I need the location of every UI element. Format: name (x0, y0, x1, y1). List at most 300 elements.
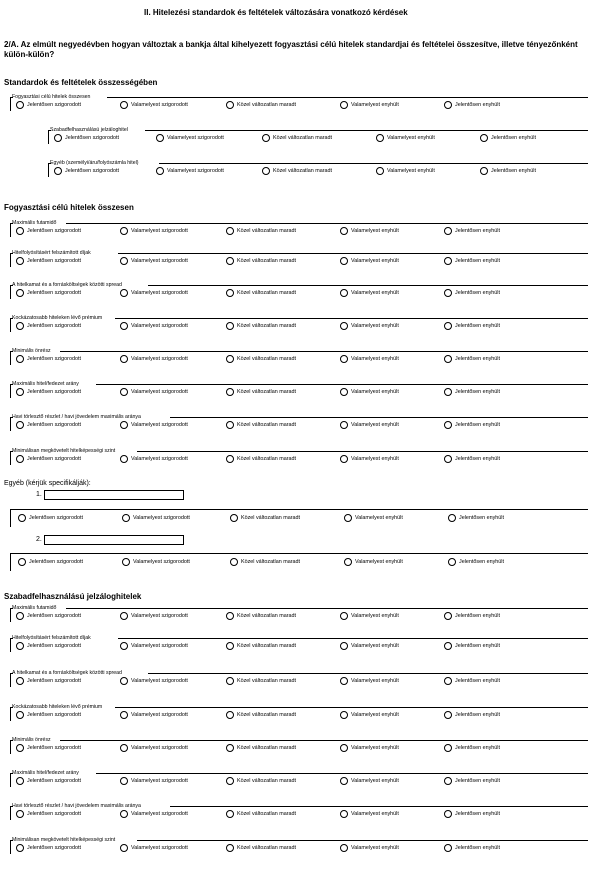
answer-option[interactable] (226, 777, 296, 785)
answer-option-label: Valamelyest szigorodott (131, 389, 188, 395)
radio-button[interactable] (344, 514, 352, 522)
answer-option[interactable] (226, 711, 296, 719)
radio-button[interactable] (262, 167, 270, 175)
group-frame (10, 285, 11, 299)
radio-button[interactable] (120, 612, 128, 620)
answer-option[interactable] (444, 810, 500, 818)
answer-option-label: Valamelyest szigorodott (131, 811, 188, 817)
radio-button[interactable] (16, 257, 24, 265)
radio-button[interactable] (444, 744, 452, 752)
answer-option-label: Közel változatlan maradt (237, 323, 297, 329)
answer-option[interactable] (16, 257, 81, 265)
answer-option[interactable] (444, 777, 500, 785)
group-frame (10, 673, 13, 674)
group-divider (107, 97, 588, 98)
answer-option[interactable] (444, 677, 500, 685)
radio-button[interactable] (16, 612, 24, 620)
group-frame (10, 384, 13, 385)
group-frame (10, 97, 13, 98)
answer-option[interactable] (122, 514, 190, 522)
answer-option[interactable] (120, 612, 188, 620)
answer-option-label: Jelentősen szigorodott (27, 258, 81, 264)
answer-option-label: Jelentősen enyhült (455, 389, 500, 395)
radio-button[interactable] (226, 421, 234, 429)
section-heading: Standardok és feltételek összességében (4, 78, 158, 87)
answer-option-label: Valamelyest szigorodott (167, 168, 224, 174)
answer-option[interactable] (120, 101, 188, 109)
radio-button[interactable] (226, 355, 234, 363)
radio-button[interactable] (120, 388, 128, 396)
radio-button[interactable] (340, 612, 348, 620)
group-divider (137, 840, 588, 841)
radio-button[interactable] (340, 257, 348, 265)
radio-button[interactable] (262, 134, 270, 142)
answer-option[interactable] (120, 810, 188, 818)
answer-option[interactable] (340, 677, 399, 685)
radio-button[interactable] (448, 514, 456, 522)
radio-button[interactable] (54, 167, 62, 175)
radio-button[interactable] (226, 677, 234, 685)
answer-option[interactable] (340, 388, 399, 396)
radio-button[interactable] (444, 257, 452, 265)
radio-button[interactable] (16, 744, 24, 752)
radio-button[interactable] (226, 322, 234, 330)
answer-option-label: Valamelyest enyhült (351, 845, 399, 851)
answer-option-label: Közel változatlan maradt (237, 643, 297, 649)
group-frame (10, 451, 13, 452)
answer-option-label: Jelentősen enyhült (455, 228, 500, 234)
radio-button[interactable] (16, 289, 24, 297)
answer-option[interactable] (54, 134, 119, 142)
answer-option[interactable] (444, 612, 500, 620)
answer-option-label: Jelentősen szigorodott (27, 422, 81, 428)
radio-button[interactable] (230, 558, 238, 566)
answer-option[interactable] (340, 355, 399, 363)
answer-option[interactable] (448, 514, 504, 522)
radio-button[interactable] (444, 844, 452, 852)
radio-button[interactable] (120, 355, 128, 363)
answer-option-label: Jelentősen szigorodott (27, 811, 81, 817)
answer-option[interactable] (226, 612, 296, 620)
question-item-label: Minimálisan megkövetelt hitelképességi szint (12, 837, 116, 843)
radio-button[interactable] (16, 844, 24, 852)
answer-option[interactable] (120, 844, 188, 852)
answer-option[interactable] (120, 227, 188, 235)
answer-option[interactable] (226, 642, 296, 650)
radio-button[interactable] (376, 167, 384, 175)
radio-button[interactable] (16, 227, 24, 235)
answer-option[interactable] (444, 257, 500, 265)
radio-button[interactable] (444, 642, 452, 650)
answer-option[interactable] (120, 289, 188, 297)
answer-option-label: Valamelyest szigorodott (131, 745, 188, 751)
answer-option[interactable] (340, 322, 399, 330)
answer-option[interactable] (16, 227, 81, 235)
radio-button[interactable] (16, 677, 24, 685)
answer-option[interactable] (16, 322, 81, 330)
answer-option[interactable] (480, 167, 536, 175)
answer-option-label: Valamelyest szigorodott (131, 422, 188, 428)
radio-button[interactable] (444, 289, 452, 297)
radio-button[interactable] (340, 642, 348, 650)
answer-option[interactable] (444, 322, 500, 330)
radio-button[interactable] (226, 642, 234, 650)
answer-option[interactable] (340, 777, 399, 785)
answer-option[interactable] (448, 558, 504, 566)
answer-option[interactable] (16, 455, 81, 463)
answer-option[interactable] (376, 134, 435, 142)
answer-option[interactable] (16, 777, 81, 785)
answer-option-label: Jelentősen enyhült (455, 258, 500, 264)
radio-button[interactable] (340, 227, 348, 235)
answer-option[interactable] (344, 514, 403, 522)
group-divider (145, 130, 588, 131)
radio-button[interactable] (444, 455, 452, 463)
answer-option[interactable] (444, 355, 500, 363)
other-specify-input-2[interactable] (44, 535, 184, 545)
radio-button[interactable] (340, 455, 348, 463)
answer-option[interactable] (444, 711, 500, 719)
answer-option[interactable] (156, 167, 224, 175)
answer-option[interactable] (16, 388, 81, 396)
radio-button[interactable] (376, 134, 384, 142)
radio-button[interactable] (444, 421, 452, 429)
answer-option[interactable] (120, 355, 188, 363)
answer-option[interactable] (120, 777, 188, 785)
radio-button[interactable] (226, 455, 234, 463)
radio-button[interactable] (340, 101, 348, 109)
answer-option-label: Közel változatlan maradt (237, 102, 297, 108)
answer-option-label: Valamelyest enyhült (351, 323, 399, 329)
question-item-label: Hitelfolyósításért felszámított díjak (12, 250, 91, 256)
group-divider (137, 451, 588, 452)
answer-option-label: Jelentősen szigorodott (27, 845, 81, 851)
radio-button[interactable] (16, 421, 24, 429)
answer-option-label: Valamelyest enyhült (355, 559, 403, 565)
answer-option[interactable] (226, 322, 296, 330)
answer-option[interactable] (262, 167, 332, 175)
answer-option[interactable] (16, 677, 81, 685)
answer-option[interactable] (340, 844, 399, 852)
radio-button[interactable] (120, 322, 128, 330)
answer-option[interactable] (120, 711, 188, 719)
radio-button[interactable] (444, 227, 452, 235)
radio-button[interactable] (120, 744, 128, 752)
answer-option[interactable] (226, 101, 296, 109)
answer-option[interactable] (444, 101, 500, 109)
radio-button[interactable] (120, 810, 128, 818)
answer-option[interactable] (16, 421, 81, 429)
answer-option[interactable] (340, 101, 399, 109)
radio-button[interactable] (120, 677, 128, 685)
answer-option[interactable] (16, 711, 81, 719)
radio-button[interactable] (480, 167, 488, 175)
answer-option-label: Valamelyest enyhült (351, 389, 399, 395)
answer-option-label: Valamelyest szigorodott (131, 323, 188, 329)
answer-option[interactable] (444, 227, 500, 235)
answer-option[interactable] (120, 322, 188, 330)
group-divider (118, 253, 588, 254)
answer-option-label: Jelentősen szigorodott (27, 678, 81, 684)
radio-button[interactable] (340, 355, 348, 363)
answer-option[interactable] (340, 744, 399, 752)
radio-button[interactable] (120, 777, 128, 785)
answer-option-label: Valamelyest enyhült (351, 678, 399, 684)
radio-button[interactable] (122, 558, 130, 566)
answer-option-label: Valamelyest szigorodott (131, 258, 188, 264)
group-frame (10, 509, 11, 527)
answer-option[interactable] (16, 744, 81, 752)
answer-option[interactable] (340, 612, 399, 620)
radio-button[interactable] (444, 322, 452, 330)
answer-option-label: Valamelyest enyhült (351, 778, 399, 784)
answer-option-label: Valamelyest enyhült (351, 258, 399, 264)
radio-button[interactable] (120, 421, 128, 429)
answer-option-label: Közel változatlan maradt (241, 515, 301, 521)
group-divider (170, 806, 588, 807)
answer-option-label: Jelentősen szigorodott (27, 456, 81, 462)
answer-option[interactable] (226, 355, 296, 363)
answer-option[interactable] (226, 844, 296, 852)
group-divider (66, 223, 589, 224)
radio-button[interactable] (16, 711, 24, 719)
answer-option-label: Valamelyest szigorodott (167, 135, 224, 141)
answer-option-label: Valamelyest szigorodott (131, 228, 188, 234)
group-frame (48, 130, 51, 131)
answer-option-label: Jelentősen enyhült (491, 168, 536, 174)
answer-option[interactable] (18, 558, 83, 566)
radio-button[interactable] (226, 257, 234, 265)
group-frame (10, 608, 13, 609)
radio-button[interactable] (120, 455, 128, 463)
answer-option[interactable] (122, 558, 190, 566)
radio-button[interactable] (226, 227, 234, 235)
answer-option-label: Jelentősen szigorodott (65, 135, 119, 141)
radio-button[interactable] (340, 844, 348, 852)
answer-option[interactable] (444, 421, 500, 429)
group-divider (60, 740, 588, 741)
answer-option[interactable] (16, 101, 81, 109)
answer-option[interactable] (54, 167, 119, 175)
group-frame (10, 773, 11, 787)
answer-option[interactable] (16, 642, 81, 650)
group-divider (10, 553, 588, 554)
radio-button[interactable] (16, 101, 24, 109)
question-item-label: Maximális futamidő (12, 220, 57, 226)
answer-option[interactable] (16, 612, 81, 620)
answer-option[interactable] (16, 289, 81, 297)
answer-option-label: Valamelyest szigorodott (131, 778, 188, 784)
answer-option[interactable] (120, 388, 188, 396)
answer-option[interactable] (340, 711, 399, 719)
radio-button[interactable] (226, 388, 234, 396)
answer-option[interactable] (226, 421, 296, 429)
radio-button[interactable] (18, 514, 26, 522)
radio-button[interactable] (340, 322, 348, 330)
answer-option[interactable] (340, 642, 399, 650)
question-item-label: Maximális hitel/fedezet arány (12, 381, 79, 387)
group-frame (10, 840, 13, 841)
group-divider (115, 318, 588, 319)
radio-button[interactable] (226, 289, 234, 297)
answer-option[interactable] (226, 810, 296, 818)
answer-option[interactable] (226, 227, 296, 235)
answer-option[interactable] (340, 289, 399, 297)
answer-option[interactable] (18, 514, 83, 522)
answer-option[interactable] (230, 514, 300, 522)
radio-button[interactable] (120, 289, 128, 297)
radio-button[interactable] (444, 101, 452, 109)
radio-button[interactable] (444, 777, 452, 785)
radio-button[interactable] (340, 421, 348, 429)
answer-option[interactable] (226, 455, 296, 463)
answer-option[interactable] (340, 810, 399, 818)
radio-button[interactable] (230, 514, 238, 522)
answer-option[interactable] (444, 455, 500, 463)
answer-option[interactable] (376, 167, 435, 175)
group-frame (10, 253, 11, 267)
radio-button[interactable] (448, 558, 456, 566)
answer-option-label: Közel változatlan maradt (237, 778, 297, 784)
radio-button[interactable] (480, 134, 488, 142)
answer-option[interactable] (226, 388, 296, 396)
answer-option[interactable] (230, 558, 300, 566)
group-frame (10, 253, 13, 254)
group-frame (10, 553, 11, 571)
answer-option-label: Valamelyest szigorodott (131, 356, 188, 362)
radio-button[interactable] (226, 101, 234, 109)
answer-option[interactable] (120, 257, 188, 265)
answer-option-label: Jelentősen szigorodott (27, 712, 81, 718)
answer-option[interactable] (340, 421, 399, 429)
radio-button[interactable] (340, 744, 348, 752)
answer-option[interactable] (340, 227, 399, 235)
radio-button[interactable] (120, 844, 128, 852)
group-frame (10, 608, 11, 622)
radio-button[interactable] (226, 744, 234, 752)
radio-button[interactable] (16, 322, 24, 330)
radio-button[interactable] (16, 355, 24, 363)
radio-button[interactable] (340, 711, 348, 719)
answer-option[interactable] (444, 844, 500, 852)
group-frame (48, 163, 49, 177)
answer-option[interactable] (226, 289, 296, 297)
other-item-number: 1. (36, 491, 42, 498)
answer-option[interactable] (16, 844, 81, 852)
group-frame (10, 638, 13, 639)
radio-button[interactable] (16, 810, 24, 818)
group-frame (10, 773, 13, 774)
answer-option-label: Közel változatlan maradt (237, 258, 297, 264)
group-divider (96, 773, 588, 774)
radio-button[interactable] (226, 711, 234, 719)
radio-button[interactable] (16, 388, 24, 396)
radio-button[interactable] (444, 355, 452, 363)
answer-option-label: Közel változatlan maradt (237, 745, 297, 751)
answer-option-label: Jelentősen szigorodott (27, 290, 81, 296)
group-frame (10, 806, 13, 807)
radio-button[interactable] (344, 558, 352, 566)
answer-option[interactable] (226, 744, 296, 752)
question-item-label: Havi törlesztő részlet / havi jövedelem maximális aránya (12, 414, 141, 420)
answer-option-label: Közel változatlan maradt (237, 712, 297, 718)
answer-option[interactable] (16, 810, 81, 818)
radio-button[interactable] (120, 257, 128, 265)
radio-button[interactable] (54, 134, 62, 142)
answer-option[interactable] (444, 388, 500, 396)
answer-option-label: Valamelyest enyhült (351, 290, 399, 296)
radio-button[interactable] (16, 777, 24, 785)
answer-option[interactable] (226, 677, 296, 685)
radio-button[interactable] (120, 101, 128, 109)
answer-option-label: Jelentősen enyhült (455, 678, 500, 684)
answer-option[interactable] (120, 677, 188, 685)
radio-button[interactable] (120, 227, 128, 235)
other-specify-input-1[interactable] (44, 490, 184, 500)
answer-option-label: Valamelyest enyhült (351, 643, 399, 649)
radio-button[interactable] (340, 388, 348, 396)
answer-option-label: Jelentősen enyhült (455, 845, 500, 851)
radio-button[interactable] (340, 289, 348, 297)
radio-button[interactable] (444, 711, 452, 719)
radio-button[interactable] (226, 612, 234, 620)
radio-button[interactable] (156, 167, 164, 175)
answer-option[interactable] (340, 257, 399, 265)
radio-button[interactable] (18, 558, 26, 566)
radio-button[interactable] (226, 810, 234, 818)
radio-button[interactable] (444, 810, 452, 818)
radio-button[interactable] (120, 642, 128, 650)
radio-button[interactable] (340, 810, 348, 818)
radio-button[interactable] (444, 612, 452, 620)
answer-option[interactable] (120, 421, 188, 429)
radio-button[interactable] (16, 455, 24, 463)
radio-button[interactable] (16, 642, 24, 650)
radio-button[interactable] (444, 677, 452, 685)
answer-option-label: Jelentősen enyhült (455, 356, 500, 362)
answer-option[interactable] (156, 134, 224, 142)
answer-option-label: Jelentősen szigorodott (27, 323, 81, 329)
answer-option[interactable] (480, 134, 536, 142)
answer-option[interactable] (120, 744, 188, 752)
answer-option-label: Valamelyest enyhült (387, 168, 435, 174)
radio-button[interactable] (122, 514, 130, 522)
group-frame (10, 638, 11, 652)
radio-button[interactable] (156, 134, 164, 142)
answer-option-label: Valamelyest szigorodott (131, 678, 188, 684)
answer-option[interactable] (120, 642, 188, 650)
radio-button[interactable] (340, 677, 348, 685)
answer-option[interactable] (226, 257, 296, 265)
answer-option[interactable] (16, 355, 81, 363)
group-frame (48, 163, 51, 164)
radio-button[interactable] (444, 388, 452, 396)
answer-option-label: Közel változatlan maradt (237, 422, 297, 428)
answer-option[interactable] (262, 134, 332, 142)
radio-button[interactable] (120, 711, 128, 719)
answer-option[interactable] (120, 455, 188, 463)
radio-button[interactable] (340, 777, 348, 785)
radio-button[interactable] (226, 844, 234, 852)
answer-option[interactable] (444, 289, 500, 297)
answer-option[interactable] (444, 642, 500, 650)
radio-button[interactable] (226, 777, 234, 785)
question-item-label: Fogyasztási célú hitelek összesen (12, 94, 91, 100)
answer-option[interactable] (444, 744, 500, 752)
answer-option[interactable] (344, 558, 403, 566)
answer-option-label: Jelentősen enyhült (459, 515, 504, 521)
answer-option[interactable] (340, 455, 399, 463)
